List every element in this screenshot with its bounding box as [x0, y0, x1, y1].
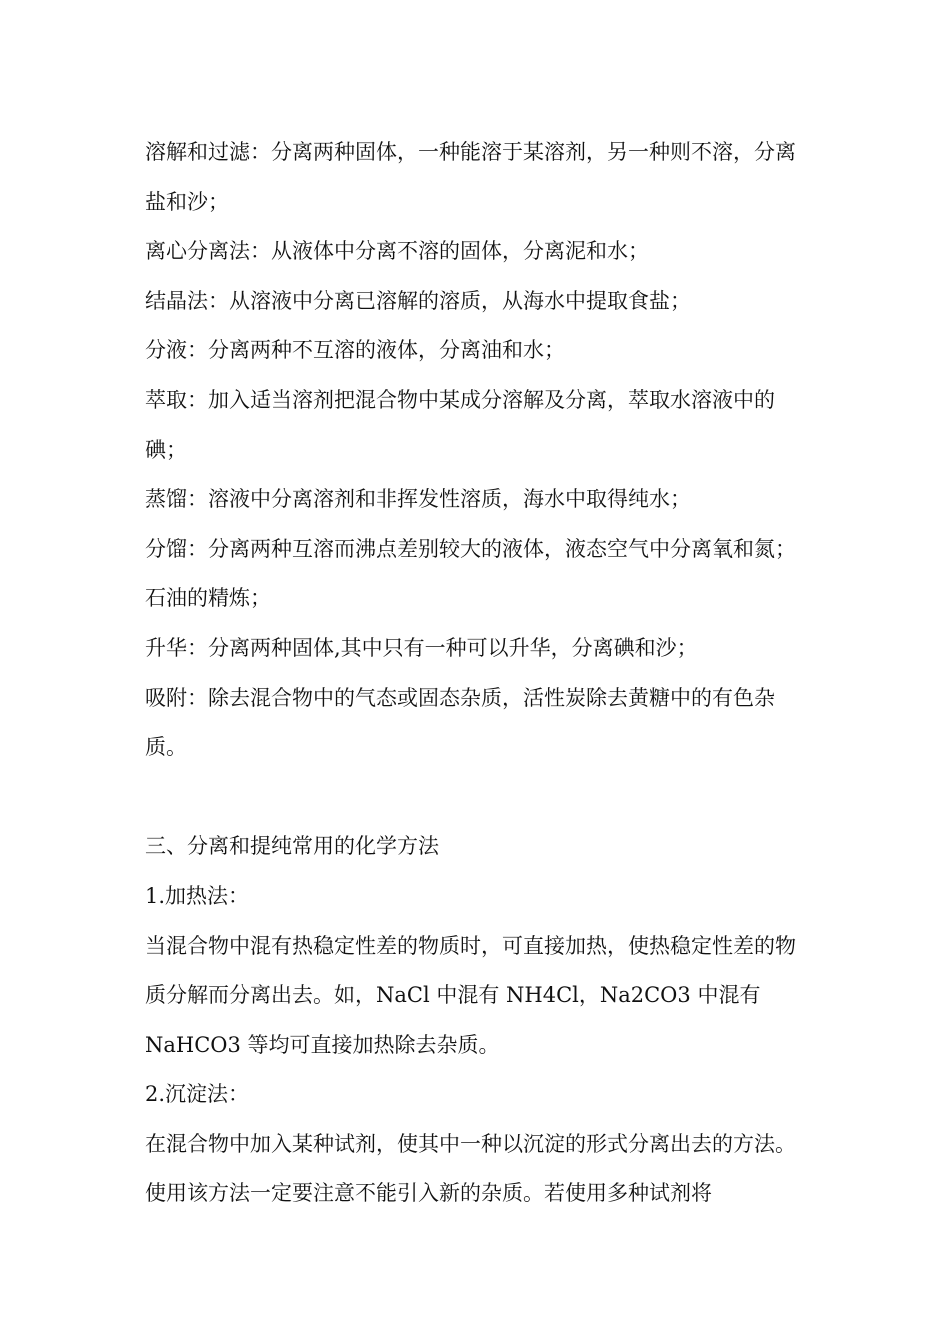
subheading-precipitation: 2.沉淀法： [145, 1082, 250, 1107]
section-heading: 三、分离和提纯常用的化学方法 [145, 834, 439, 859]
subheading-heating: 1.加热法： [145, 883, 250, 908]
paragraph-distillation: 蒸馏：溶液中分离溶剂和非挥发性溶质，海水中取得纯水； [145, 487, 691, 512]
paragraph-heating: 当混合物中混有热稳定性差的物质时，可直接加热，使热稳定性差的物质分解而分离出去。如，NaCl 中混有 NH4Cl，Na2CO3 中混有 NaHCO3 等均可直接加热除去杂质。 [145, 933, 796, 1057]
paragraph-adsorption: 吸附：除去混合物中的气态或固态杂质，活性炭除去黄糖中的有色杂质。 [145, 685, 775, 760]
paragraph-liquid-separation: 分液：分离两种不互溶的液体，分离油和水； [145, 338, 565, 363]
paragraph-extraction: 萃取：加入适当溶剂把混合物中某成分溶解及分离，萃取水溶液中的碘； [145, 387, 775, 462]
document-body [145, 128, 805, 1219]
paragraph-centrifuge: 离心分离法：从液体中分离不溶的固体，分离泥和水； [145, 239, 649, 264]
blank-line [145, 773, 805, 823]
paragraph-precipitation: 在混合物中加入某种试剂，使其中一种以沉淀的形式分离出去的方法。使用该方法一定要注意不能引入新的杂质。若使用多种试剂将 [145, 1131, 796, 1206]
paragraph-sublimation: 升华：分离两种固体,其中只有一种可以升华，分离碘和沙； [145, 635, 698, 660]
paragraph-crystallization: 结晶法：从溶液中分离已溶解的溶质，从海水中提取食盐； [145, 288, 691, 313]
paragraph-dissolve-filter: 溶解和过滤：分离两种固体，一种能溶于某溶剂，另一种则不溶，分离盐和沙； [145, 140, 796, 214]
paragraph-fractional-distillation: 分馏：分离两种互溶而沸点差别较大的液体，液态空气中分离氧和氮；石油的精炼； [145, 536, 796, 611]
